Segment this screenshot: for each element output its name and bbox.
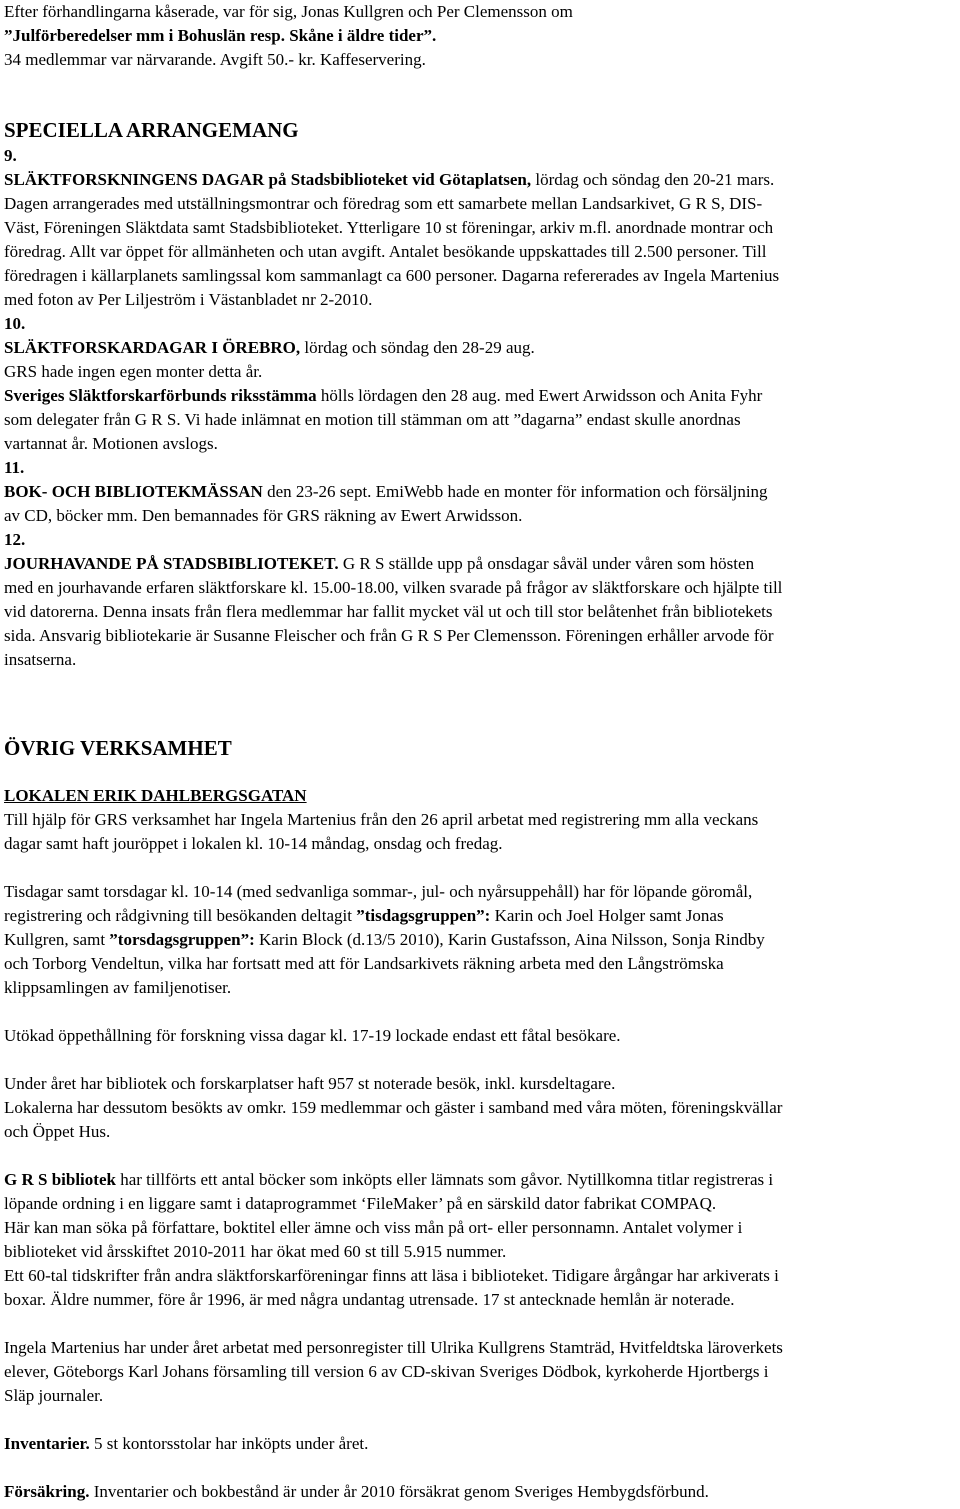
bold-label: Försäkring. (4, 1482, 90, 1501)
item-9 (4, 144, 958, 312)
text-line: Utökad öppethållning för forskning vissa dagar kl. 17-19 lockade endast ett fåtal besökare. (4, 1026, 621, 1045)
text-line: med foton av Per Liljeström i Västanbladet nr 2-2010. (4, 290, 373, 309)
text-line: 34 medlemmar var närvarande. Avgift 50.- kr. Kaffeservering. (4, 50, 426, 69)
bold-label: Inventarier. (4, 1434, 90, 1453)
text-line: Här kan man söka på författare, boktitel eller ämne och viss mån på ort- eller personnamn. Antalet volymer i (4, 1218, 743, 1237)
intro-paragraph (4, 0, 958, 72)
paragraph-bibliotek (4, 1168, 958, 1312)
text-line: Släp journaler. (4, 1386, 104, 1405)
text-line: Under året har bibliotek och forskarplatser haft 957 st noterade besök, inkl. kursdeltagare. (4, 1074, 616, 1093)
text-segment: den 23-26 sept. EmiWebb hade en monter för information och försäljning (262, 482, 768, 501)
text-line: Till hjälp för GRS verksamhet har Ingela Martenius från den 26 april arbetat med registrering mm alla veckans (4, 810, 759, 829)
item-title: SLÄKTFORSKARDAGAR I ÖREBRO, (4, 338, 301, 357)
text-line: med en jourhavande erfaren släktforskare kl. 15.00-18.00, vilken svarade på frågor av släktforskare och hjälpte till (4, 578, 783, 597)
paragraph-personregister (4, 1336, 958, 1408)
paragraph-grupper (4, 880, 958, 1000)
bold-phrase: Sveriges Släktforskarförbunds riksstämma (4, 386, 317, 405)
text-line: Väst, Föreningen Släktdata samt Stadsbiblioteket. Ytterligare 10 st föreningar, arkiv m.fl. anordnade montrar och (4, 218, 774, 237)
text-line: klippsamlingen av familjenotiser. (4, 978, 232, 997)
item-number: 11. (4, 458, 25, 477)
text-line: sida. Ansvarig bibliotekarie är Susanne Fleischer och från G R S Per Clemensson. Föreningen erhåller arvode för (4, 626, 774, 645)
item-date: lördag och söndag den 20-21 mars. (531, 170, 775, 189)
text-line: vartannat år. Motionen avslogs. (4, 434, 218, 453)
text-line: löpande ordning i en liggare samt i dataprogrammet ‘FileMaker’ på en särskild dator fabrikat COMPAQ. (4, 1194, 717, 1213)
item-title-line (4, 552, 958, 576)
paragraph-besok (4, 1072, 958, 1144)
item-title: JOURHAVANDE PÅ STADSBIBLIOTEKET. (4, 554, 339, 573)
bold-phrase: G R S bibliotek (4, 1170, 116, 1189)
text-line: elever, Göteborgs Karl Johans församling till version 6 av CD-skivan Sveriges Dödbok, kyrkoherde Hjortbergs i (4, 1362, 769, 1381)
item-number: 12. (4, 530, 26, 549)
paragraph-oppethallning (4, 1024, 958, 1048)
paragraph-registrering (4, 808, 958, 856)
text-segment: G R S ställde upp på onsdagar såväl under våren som hösten (338, 554, 755, 573)
text-line: Lokalerna har dessutom besökts av omkr. 159 medlemmar och gäster i samband med våra möten, föreningskvällar (4, 1098, 783, 1117)
item-date: lördag och söndag den 28-29 aug. (300, 338, 535, 357)
text-line: biblioteket vid årsskiftet 2010-2011 har ökat med 60 st till 5.915 nummer. (4, 1242, 507, 1261)
text-line: Ett 60-tal tidskrifter från andra släktforskarföreningar finns att läsa i biblioteket. Tidigare årgångar har arkiverats i (4, 1266, 779, 1285)
text-line: föredragen i källarplanets samlingssal kom sammanlagt ca 600 personer. Dagarna refererades av Ingela Martenius (4, 266, 780, 285)
text-line: och Öppet Hus. (4, 1122, 111, 1141)
text-line: boxar. Äldre nummer, före år 1996, är med några undantag utrensade. 17 st antecknade hemlån är noterade. (4, 1290, 735, 1309)
bold-phrase: ”tisdagsgruppen”: (356, 906, 491, 925)
text-segment: hölls lördagen den 28 aug. med Ewert Arwidsson och Anita Fyhr (316, 386, 763, 405)
text-line: GRS hade ingen egen monter detta år. (4, 362, 263, 381)
subheading-lokalen: LOKALEN ERIK DAHLBERGSGATAN (4, 786, 307, 805)
text-line: ”Julförberedelser mm i Bohuslän resp. Skåne i äldre tider”. (4, 26, 437, 45)
text-line: Tisdagar samt torsdagar kl. 10-14 (med sedvanliga sommar-, jul- och nyårsuppehåll) har för löpande göromål, (4, 882, 753, 901)
text-line (4, 928, 958, 952)
section-heading-ovrig: ÖVRIG VERKSAMHET (4, 736, 232, 760)
text-line: Dagen arrangerades med utställningsmontrar och föredrag som ett samarbete mellan Landsarkivet, G R S, DIS- (4, 194, 763, 213)
text-line (4, 1480, 958, 1504)
text-segment: 5 st kontorsstolar har inköpts under året. (89, 1434, 369, 1453)
text-line: Efter förhandlingarna kåserade, var för sig, Jonas Kullgren och Per Clemensson om (4, 2, 573, 21)
text-line (4, 904, 958, 928)
text-line: föredrag. Allt var öppet för allmänheten och utan avgift. Antalet besökande uppskattades till 2.500 personer. Till (4, 242, 767, 261)
item-title: BOK- OCH BIBLIOTEKMÄSSAN (4, 482, 263, 501)
paragraph-inventarier (4, 1432, 958, 1456)
text-line (4, 1168, 958, 1192)
text-segment: Karin och Joel Holger samt Jonas (490, 906, 724, 925)
text-line: Ingela Martenius har under året arbetat med personregister till Ulrika Kullgrens Stamträd, Hvitfeldtska läroverkets (4, 1338, 783, 1357)
bold-phrase: ”torsdagsgruppen”: (109, 930, 255, 949)
section-heading-special: SPECIELLA ARRANGEMANG (4, 118, 299, 142)
item-11 (4, 456, 958, 528)
text-line: och Torborg Vendeltun, vilka har fortsatt med att för Landsarkivets räkning arbeta med den Långströmska (4, 954, 724, 973)
item-12 (4, 528, 958, 672)
text-line: vid datorerna. Denna insats från flera medlemmar har fallit mycket väl ut och till stor belåtenhet från bibliotekets (4, 602, 773, 621)
text-segment: har tillförts ett antal böcker som inköpts eller lämnats som gåvor. Nytillkomna titlar registreras i (115, 1170, 774, 1189)
item-number: 9. (4, 146, 17, 165)
text-line: av CD, böcker mm. Den bemannades för GRS räkning av Ewert Arwidsson. (4, 506, 523, 525)
item-title-line (4, 480, 958, 504)
item-number: 10. (4, 314, 26, 333)
item-title-line (4, 168, 958, 192)
paragraph-forsakring (4, 1480, 958, 1504)
text-line (4, 1432, 958, 1456)
text-segment: Inventarier och bokbestånd är under år 2010 försäkrat genom Sveriges Hembygdsförbund. (89, 1482, 709, 1501)
item-title-line (4, 336, 958, 360)
text-segment: Karin Block (d.13/5 2010), Karin Gustafsson, Aina Nilsson, Sonja Rindby (254, 930, 765, 949)
text-line: som delegater från G R S. Vi hade inlämnat en motion till stämman om att ”dagarna” endast skulle anordnas (4, 410, 741, 429)
item-title: SLÄKTFORSKNINGENS DAGAR på Stadsbiblioteket vid Götaplatsen, (4, 170, 532, 189)
text-segment: registrering och rådgivning till besökanden deltagit (4, 906, 357, 925)
text-segment: Kullgren, samt (4, 930, 110, 949)
item-10 (4, 312, 958, 456)
text-line: insatserna. (4, 650, 77, 669)
text-line (4, 384, 958, 408)
text-line: dagar samt haft jouröppet i lokalen kl. 10-14 måndag, onsdag och fredag. (4, 834, 503, 853)
